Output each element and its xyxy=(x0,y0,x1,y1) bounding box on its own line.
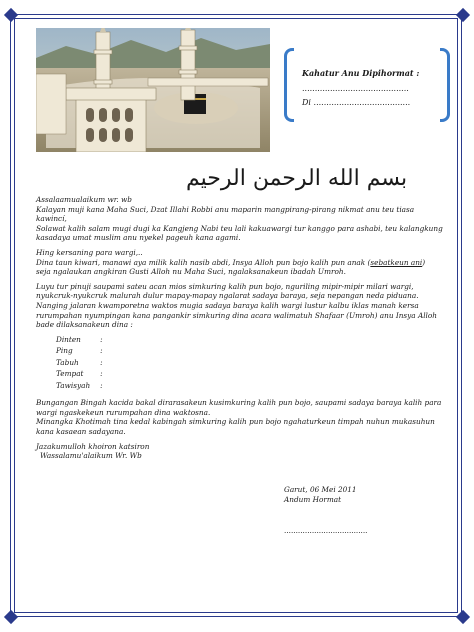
signature-line: .................................... xyxy=(284,526,368,536)
schedule-row xyxy=(56,335,113,347)
recipient-title: Kahatur Anu Dipihormat : xyxy=(302,68,420,78)
regards: Andum Hormat xyxy=(284,494,342,504)
recipient-name-line: .......................................... xyxy=(302,84,409,93)
farewell xyxy=(36,442,446,461)
schedule-row xyxy=(56,358,113,370)
sholawat-text: Solawat kalih salam mugi dugi ka Kangjeng Nabi teu lali kakuawargi tur kanggo para ashabi, teu kalangkung kasadaya umat muslim anu nyekel pageuh kana agami. xyxy=(36,223,443,243)
di-label: Di xyxy=(302,98,311,107)
intro-name-placeholder: sebatkeun ani xyxy=(370,257,423,267)
schedule-sep: : xyxy=(100,369,103,379)
recipient-location-line xyxy=(302,98,410,107)
basmala: بسم الله الرحمن الرحيم xyxy=(186,166,408,191)
letter-body xyxy=(36,195,446,466)
schedule-row xyxy=(56,369,113,381)
di-dots: ...................................... xyxy=(313,98,411,107)
schedule-sep: : xyxy=(100,346,103,356)
signature-block xyxy=(284,485,368,536)
schedule-sep: : xyxy=(100,357,103,367)
closing-para2: Minangka Khotimah tina kedal kabingah simkuring kalih pun bojo ngahaturkeun timpah nuhun mukasuhun kana kasaean sadayana. xyxy=(36,417,435,436)
intro xyxy=(36,248,446,277)
closing-para1: Bungangan Bingah kacida bakal dirarasakeun kusimkuring kalih pun bojo, saupami sadaya baraya kalih para wargi ngaskekeun rurumpahan dina waktosna. xyxy=(36,398,442,417)
place-date: Garut, 06 Mei 2011 xyxy=(284,485,357,494)
event-schedule xyxy=(56,335,113,393)
schedule-row xyxy=(56,346,113,358)
opening xyxy=(36,195,446,243)
intro-line2-pre: Dina taun kiwari, manawi aya milik kalih nasib abdi, Insya Alloh pun bojo kalih pun anak ( xyxy=(36,257,371,267)
schedule-label: Dinten xyxy=(56,334,81,344)
bracket-left xyxy=(284,48,294,122)
intro-line2-post: ) xyxy=(422,257,426,267)
schedule-label: Tabuh xyxy=(56,357,79,367)
schedule-label: Tawisyah xyxy=(56,380,91,390)
salam-text: Assalaamualaikum wr. wb xyxy=(36,195,132,204)
closing xyxy=(36,398,446,436)
praise-text: Kalayan muji kana Maha Suci, Dzat Illahi Robbi anu maparin mangpirang-pirang nikmat anu teu tiasa kawincí, xyxy=(36,204,415,224)
recipient-address-box xyxy=(284,48,450,122)
wassalam-text: Wassalamu'alaikum Wr. Wb xyxy=(40,451,142,461)
mosque-photo xyxy=(36,28,270,152)
jazakumulloh-text: Jazakumulloh khoiron katsiron xyxy=(36,441,150,451)
schedule-label: Ping xyxy=(56,346,73,356)
intro-line3: seja ngalaukan angkiran Gusti Alloh nu Maha Suci, ngalaksanakeun ibadah Umroh. xyxy=(36,267,346,277)
intro-line1: Hing kersaning para wargi,.. xyxy=(36,247,143,257)
schedule-sep: : xyxy=(100,334,103,344)
schedule-label: Tempat xyxy=(56,369,84,379)
schedule-row xyxy=(56,381,113,393)
schedule-sep: : xyxy=(100,380,103,390)
bracket-right xyxy=(440,48,450,122)
request-paragraph: Luyu tur pinuji saupami sateu acan mios simkuring kalih pun bojo, nguriling mipir-mipir milari wargi, nyukcruk-nyukcruk malurah dulur mapay-mapay ngalarat sadaya baraya, seja nepangan neda piduana. Nanging jalaran kwamporetna waktos mugia sadaya baraya kalih wargi lustur kalbu iklas manah kersa rurumpahan nyumpingan kana pangankir simkuring dina acara walimatuh Shafaar (Umroh) anu Insya Alloh bade dilaksanakeun dina : xyxy=(36,281,437,330)
